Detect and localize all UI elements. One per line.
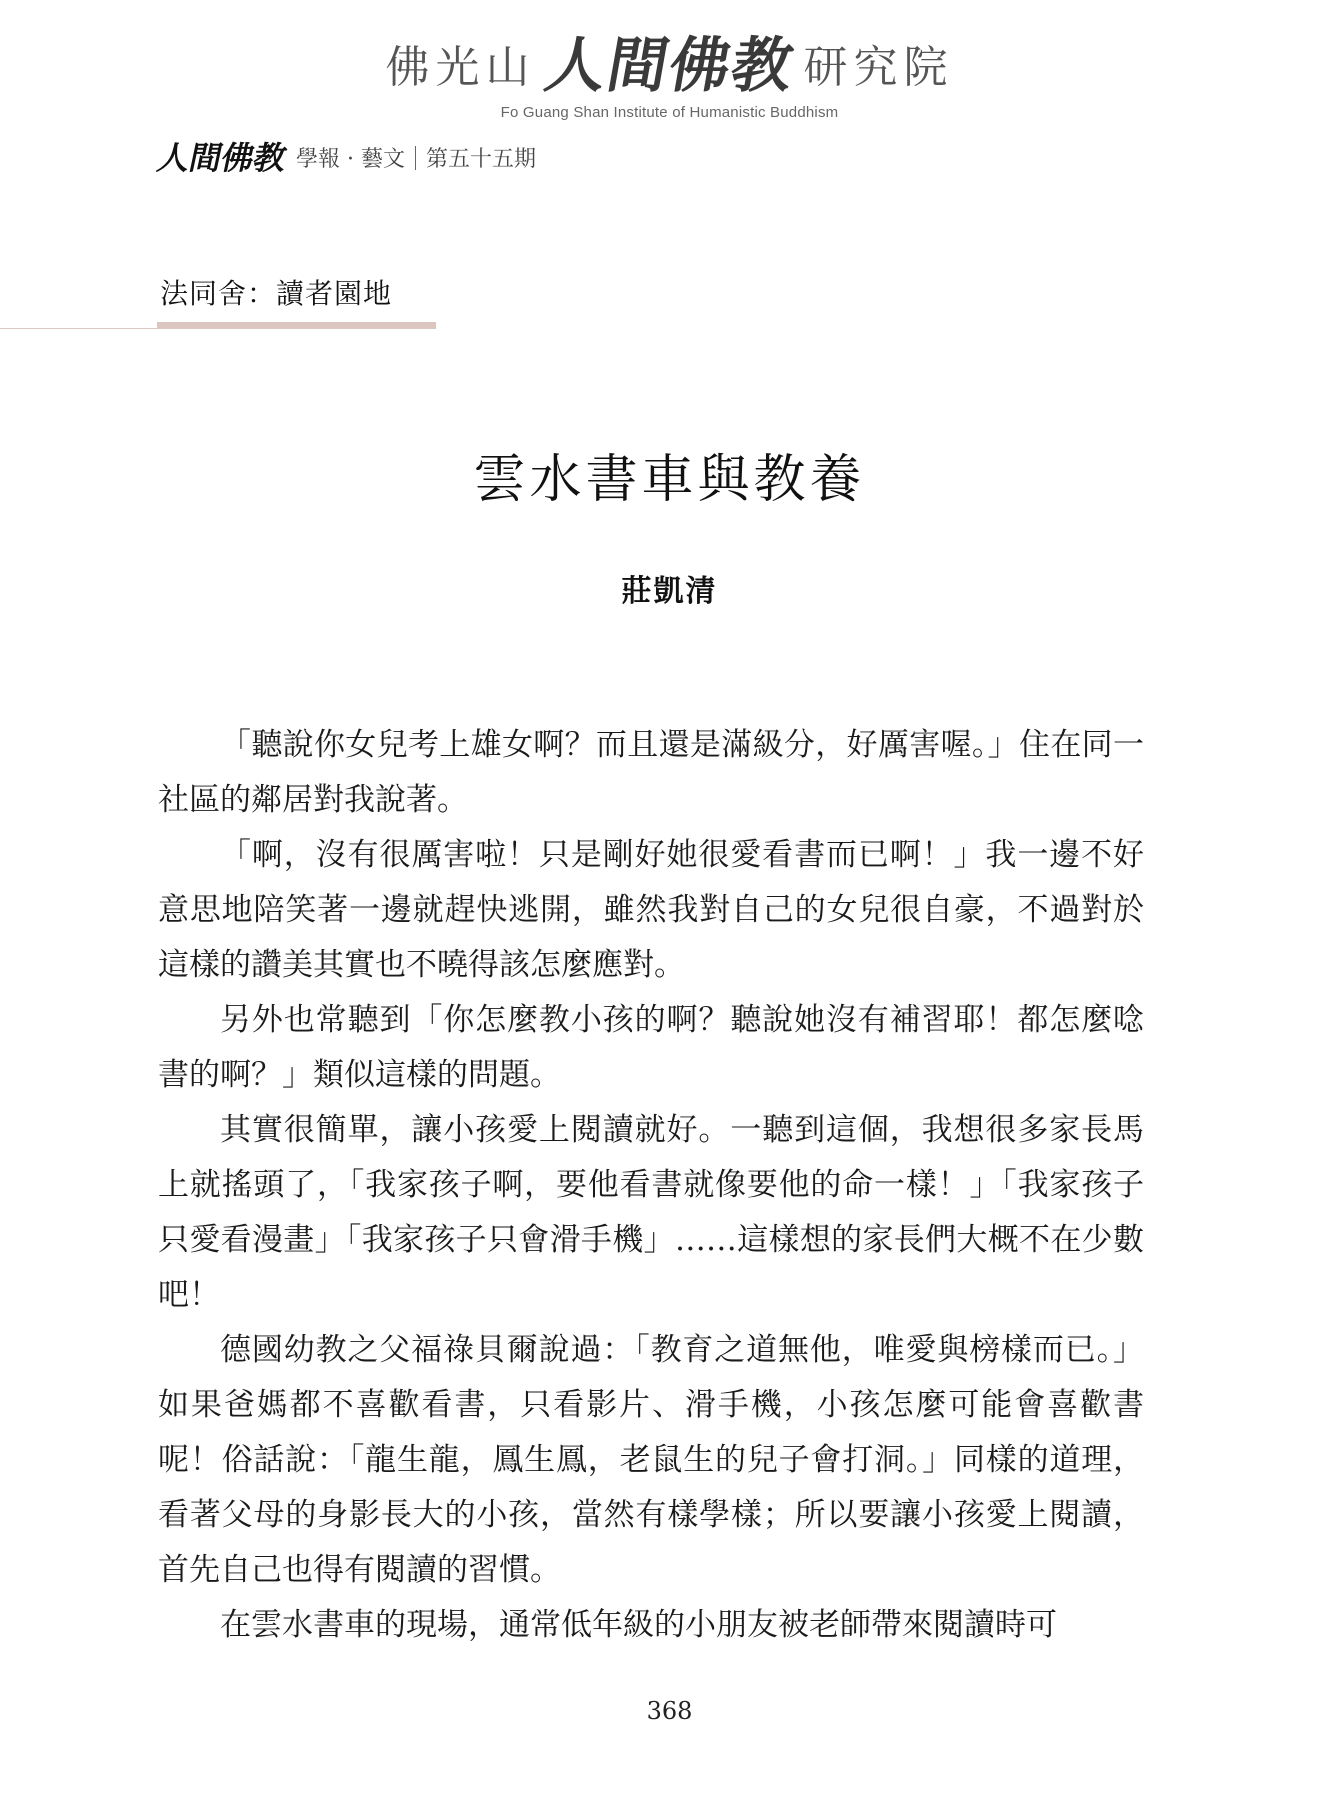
institute-prefix: 佛光山 [385,42,536,93]
journal-line [153,138,537,178]
institute-suffix: 研究院 [803,42,954,93]
paragraph: 在雲水書車的現場，通常低年級的小朋友被老師帶來閱讀時可 [220,1607,1057,1643]
column-divider-thin [0,328,436,329]
institute-header [0,28,1339,121]
paragraph: 另外也常聽到「你怎麼教小孩的啊？聽說她沒有補習耶！都怎麼唸書的啊？」類似這樣的問題。 [158,1002,1144,1093]
column-title: 法同舍：讀者園地 [160,277,393,310]
paragraph: 其實很簡單，讓小孩愛上閱讀就好。一聽到這個，我想很多家長馬上就搖頭了，「我家孩子啊，要他看書就像要他的命一樣！」「我家孩子只愛看漫畫」「我家孩子只會滑手機」……這樣想的家長們大概不在少數吧！ [158,1112,1144,1313]
institute-brand: 人間佛教 [539,31,800,101]
institute-english-name: Fo Guang Shan Institute of Humanistic Buddhism [500,104,839,121]
article-title: 雲水書車與教養 [473,450,866,510]
paragraph: 德國幼教之父福祿貝爾說過：「教育之道無他，唯愛與榜樣而已。」如果爸媽都不喜歡看書，只看影片、滑手機，小孩怎麼可能會喜歡書呢！俗話說：「龍生龍，鳳生鳳，老鼠生的兒子會打洞。」同樣的道理，看著父母的身影長大的小孩，當然有樣學樣；所以要讓小孩愛上閱讀，首先自己也得有閱讀的習慣。 [158,1332,1144,1588]
article-body [158,718,1144,1653]
page-number: 368 [646,1697,693,1725]
journal-logo: 人間佛教 [153,139,291,177]
institute-logo [0,28,1339,106]
journal-name: 學報 · 藝文 [296,147,405,172]
journal-separator [415,146,416,170]
paragraph: 「聽說你女兒考上雄女啊？而且還是滿級分，好厲害喔。」住在同一社區的鄰居對我說著。 [158,727,1144,818]
journal-issue: 第五十五期 [426,147,537,172]
paragraph: 「啊，沒有很厲害啦！只是剛好她很愛看書而已啊！」我一邊不好意思地陪笑著一邊就趕快逃開，雖然我對自己的女兒很自豪，不過對於這樣的讚美其實也不曉得該怎麼應對。 [158,837,1144,983]
column-divider-accent [157,322,436,328]
article-author: 莊凱清 [621,574,718,609]
